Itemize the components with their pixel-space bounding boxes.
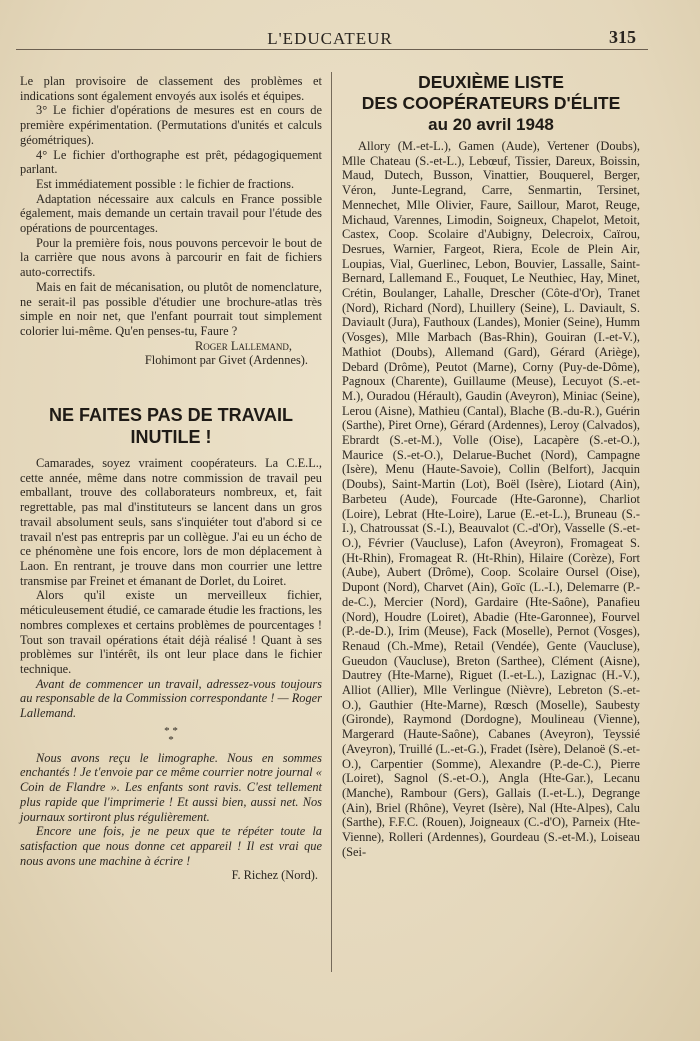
letter-paragraph: Encore une fois, je ne peux que te répéter toute la satisfaction que nous donne cet appareil ! Il est vrai que nous avons une machine à écrire ! [20,824,322,868]
signature-name: Roger Lallemand, [194,338,292,353]
list-heading-date: au 20 avril 1948 [428,115,554,134]
list-heading-line1: DEUXIÈME LISTE [418,72,564,92]
letter-signature: F. Richez (Nord). [231,868,318,883]
header-rule [16,49,648,50]
column-divider [331,72,332,972]
separator-stars-top: * * [164,724,178,737]
separator-stars [20,724,322,746]
journal-title: L'EDUCATEUR [267,29,393,48]
left-column [20,74,322,883]
signature-place: Flohimont par Givet (Ardennes). [144,353,308,368]
article-heading: NE FAITES PAS DE TRAVAIL INUTILE ! [48,405,294,448]
page-number: 315 [609,27,636,47]
intro-paragraph: Est immédiatement possible : le fichier de fractions. [36,176,295,191]
intro-paragraph: 4° Le fichier d'orthographe est prêt, pédagogiquement parlant. [20,147,322,177]
article-paragraph: Alors qu'il existe un merveilleux fichier, méticuleusement étudié, ce camarade étudie les fractions, les nombres complexes et certains problèmes de pourcentages ! Tout son travail opérations était déjà réalisé ! Quant à ses problèmes sur l'intérêt, ils ont leur place dans le fichier technique. [20,588,322,676]
separator-stars-bottom: * [168,733,174,746]
list-heading-line2: DES COOPÉRATEURS D'ÉLITE [361,93,621,113]
intro-paragraph: 3° Le fichier d'opérations de mesures est en cours de première expérimentation. (Permutations d'unités et calculs géométriques). [20,103,322,147]
intro-paragraph: Pour la première fois, nous pouvons percevoir le bout de la carrière que nous avons à parcourir en fait de fichiers auto-correctifs. [20,235,322,280]
right-column [342,72,640,859]
letter-paragraph: Nous avons reçu le limographe. Nous en sommes enchantés ! Je t'envoie par ce même courrier notre journal « Coin de Flandre ». Les enfants sont ravis. C'est tellement plus rapide que l'imprimerie ! Et aussi bien, aussi net. Nos journaux sortiront plus régulièrement. [20,750,322,824]
list-heading [342,72,640,135]
italic-note: Avant de commencer un travail, adressez-vous toujours au responsable de la Commission correspondante ! — Roger Lallemand. [20,676,322,721]
intro-paragraph: Le plan provisoire de classement des problèmes et indications sont également envoyés aux isolés et équipes. [20,74,322,103]
article-paragraph: Camarades, soyez vraiment coopérateurs. La C.E.L., cette année, même dans notre commission de travail peu emballant, trouve des collaborateurs nombreux, et, fait regrettable, pas mal d'instituteurs se lancent dans un gros travail absolument seuls, sans s'inquiéter tout d'abord si ce travail n'est pas entrepris par un collègue. J'ai eu un écho de ce phénomène une fois encore, lors de mon déplacement à Laon. En rentrant, je trouve dans mon courrier une lettre transmise par Freinet et émanant de Dorlet, du Loiret. [20,456,322,588]
intro-paragraph: Mais en fait de mécanisation, ou plutôt de nomenclature, ne serait-il pas possible d'étudier une brochure-atlas très simple en noir net, que l'enfant pourrait tout simplement colorier lui-même. Qu'en penses-tu, Faure ? [20,279,322,338]
cooperator-names: Allory (M.-et-L.), Gamen (Aude), Vertener (Doubs), Mlle Chateau (S.-et-L.), Lebœuf, Tissier, Dareux, Boissin, Maud, Dutech, Busson, Vinattier, Bouquerel, Berger, Véron, Junte-Legrand, Carre, Senmartin, Tersinet, Mennechet, Mlle Olivier, Faure, Saillour, Marot, Reuge, Michaud, Varennes, Limodin, Soigneux, Chapelot, Metoit, Castex, Coop. Scolaire d'Aubigny, Delecroix, Caïrou, Desrues, Warnier, Fargeot, Riera, Ecole de Plein Air, Loupias, Vial, Guerlinec, Lebon, Bouvier, Lassalle, Saint-Bernard, Lallemand E., Fouquet, Le Neuthiec, Hay, Minet, Crétin, Boulanger, Lahalle, Drescher (Côte-d'Or), Tranet (Nord), Richard (Nord), Lhuillery (Seine), L. Daviault, S. Daviault (Jura), Fauthoux (Landes), Monier (Seine), Humm (Vosges), Mlle Marbach (Bas-Rhin), Gouiran (I.-et-V.), Mathiot (Doubs), Allemand (Gard), Gérard (Ariège), Debard (Drôme), Peutot (Marne), Corny (Puy-de-Dôme), Pagnoux (Charente), Guillaume (Meuse), Lecuyot (S.-et-M.), Ouradou (Hérault), Gaudin (Aveyron), Miniac (Seine), Lerou (Aisne), Mathieu (Cantal), Blache (B.-du-R.), Guérin (Sarthe), Piret Orne), Gérard (Ardennes), Leroy (Calvados), Ebrardt (S.-et-M.), Volle (Oise), Lacapère (S.-et-O.), Maurice (S.-et-O.), Delarue-Buchet (Nord), Campagne (Isère), Menu (Haute-Savoie), Collin (Belfort), Jacquin (Doubs), Saint-Martin (Lot), Boël (Isère), Liotard (Ain), Barbeteu (Aude), Fourcade (Hte-Garonne), Charliot (Loire), Lebrat (Hte-Loire), Larue (E.-et-L.), Bruneau (S.-I.), Chatroussat (S.-I.), Beauvalot (C.-d'Or), Vasselle (S.-et-O.), Février (Vaucluse), Lafon (Aveyron), Fromageat S. (Ht-Rhin), Fromageat R. (Ht-Rhin), Hilaire (Corèze), Fort (Aube), Aubert (Drôme), Coop. Scolaire Oursel (Oise), Dupont (Nord), Charvet (Ain), Goïc (L.-I.), Delemarre (P.-de-C.), Mercier (Nord), Gardaire (Hte-Saône), Panafieu (Nord), Houdre (Loiret), Abadie (Hte-Garonnee), Fourvel (P.-de-D.), Irim (Meuse), Fack (Moselle), Pernot (Vosges), Renaud (Ch.-Mme), Retail (Vendée), Gente (Vaucluse), Gueudon (Vaucluse), Breton (Sarthee), Clément (Aisne), Dautrey (Hte-Marne), Riguet (I.-et-L.), Lazignac (H.-V.), Alliot (Allier), Mlle Verlingue (Nièvre), Lebreton (S.-et-O.), Gauthier (Hte-Marne), Rœsch (Moselle), Saubesty (Gironde), Raymond (Dordogne), Moulineau (Vienne), Margerard (Haute-Saône), Cabanes (Aveyron), Teyssié (Aveyron), Truillé (L.-et-G.), Fradet (Isère), Delanoë (S.-et-O.), Carpentier (Somme), Alexandre (P.-de-C.), Pierre (Loiret), Sagnol (S.-et-O.), Angla (Hte-Gar.), Lecanu (Manche), Rambour (Gers), Gallais (I.-et-L.), Degrange (Ain), Briel (Rhône), Veyret (Isère), Nal (Hte-Alpes), Calu (Sarthe), F.F.C. (Rouen), Joigneaux (C.-d'O), Parneix (Hte-Vienne), Rolleri (Ardennes), Gourdeau (S.-et-M.), Loiseau (Sei- [342,139,640,859]
intro-paragraph: Adaptation nécessaire aux calculs en France possible également, mais demande un certain travail pour l'étude des opérations de pourcentages. [20,191,322,236]
